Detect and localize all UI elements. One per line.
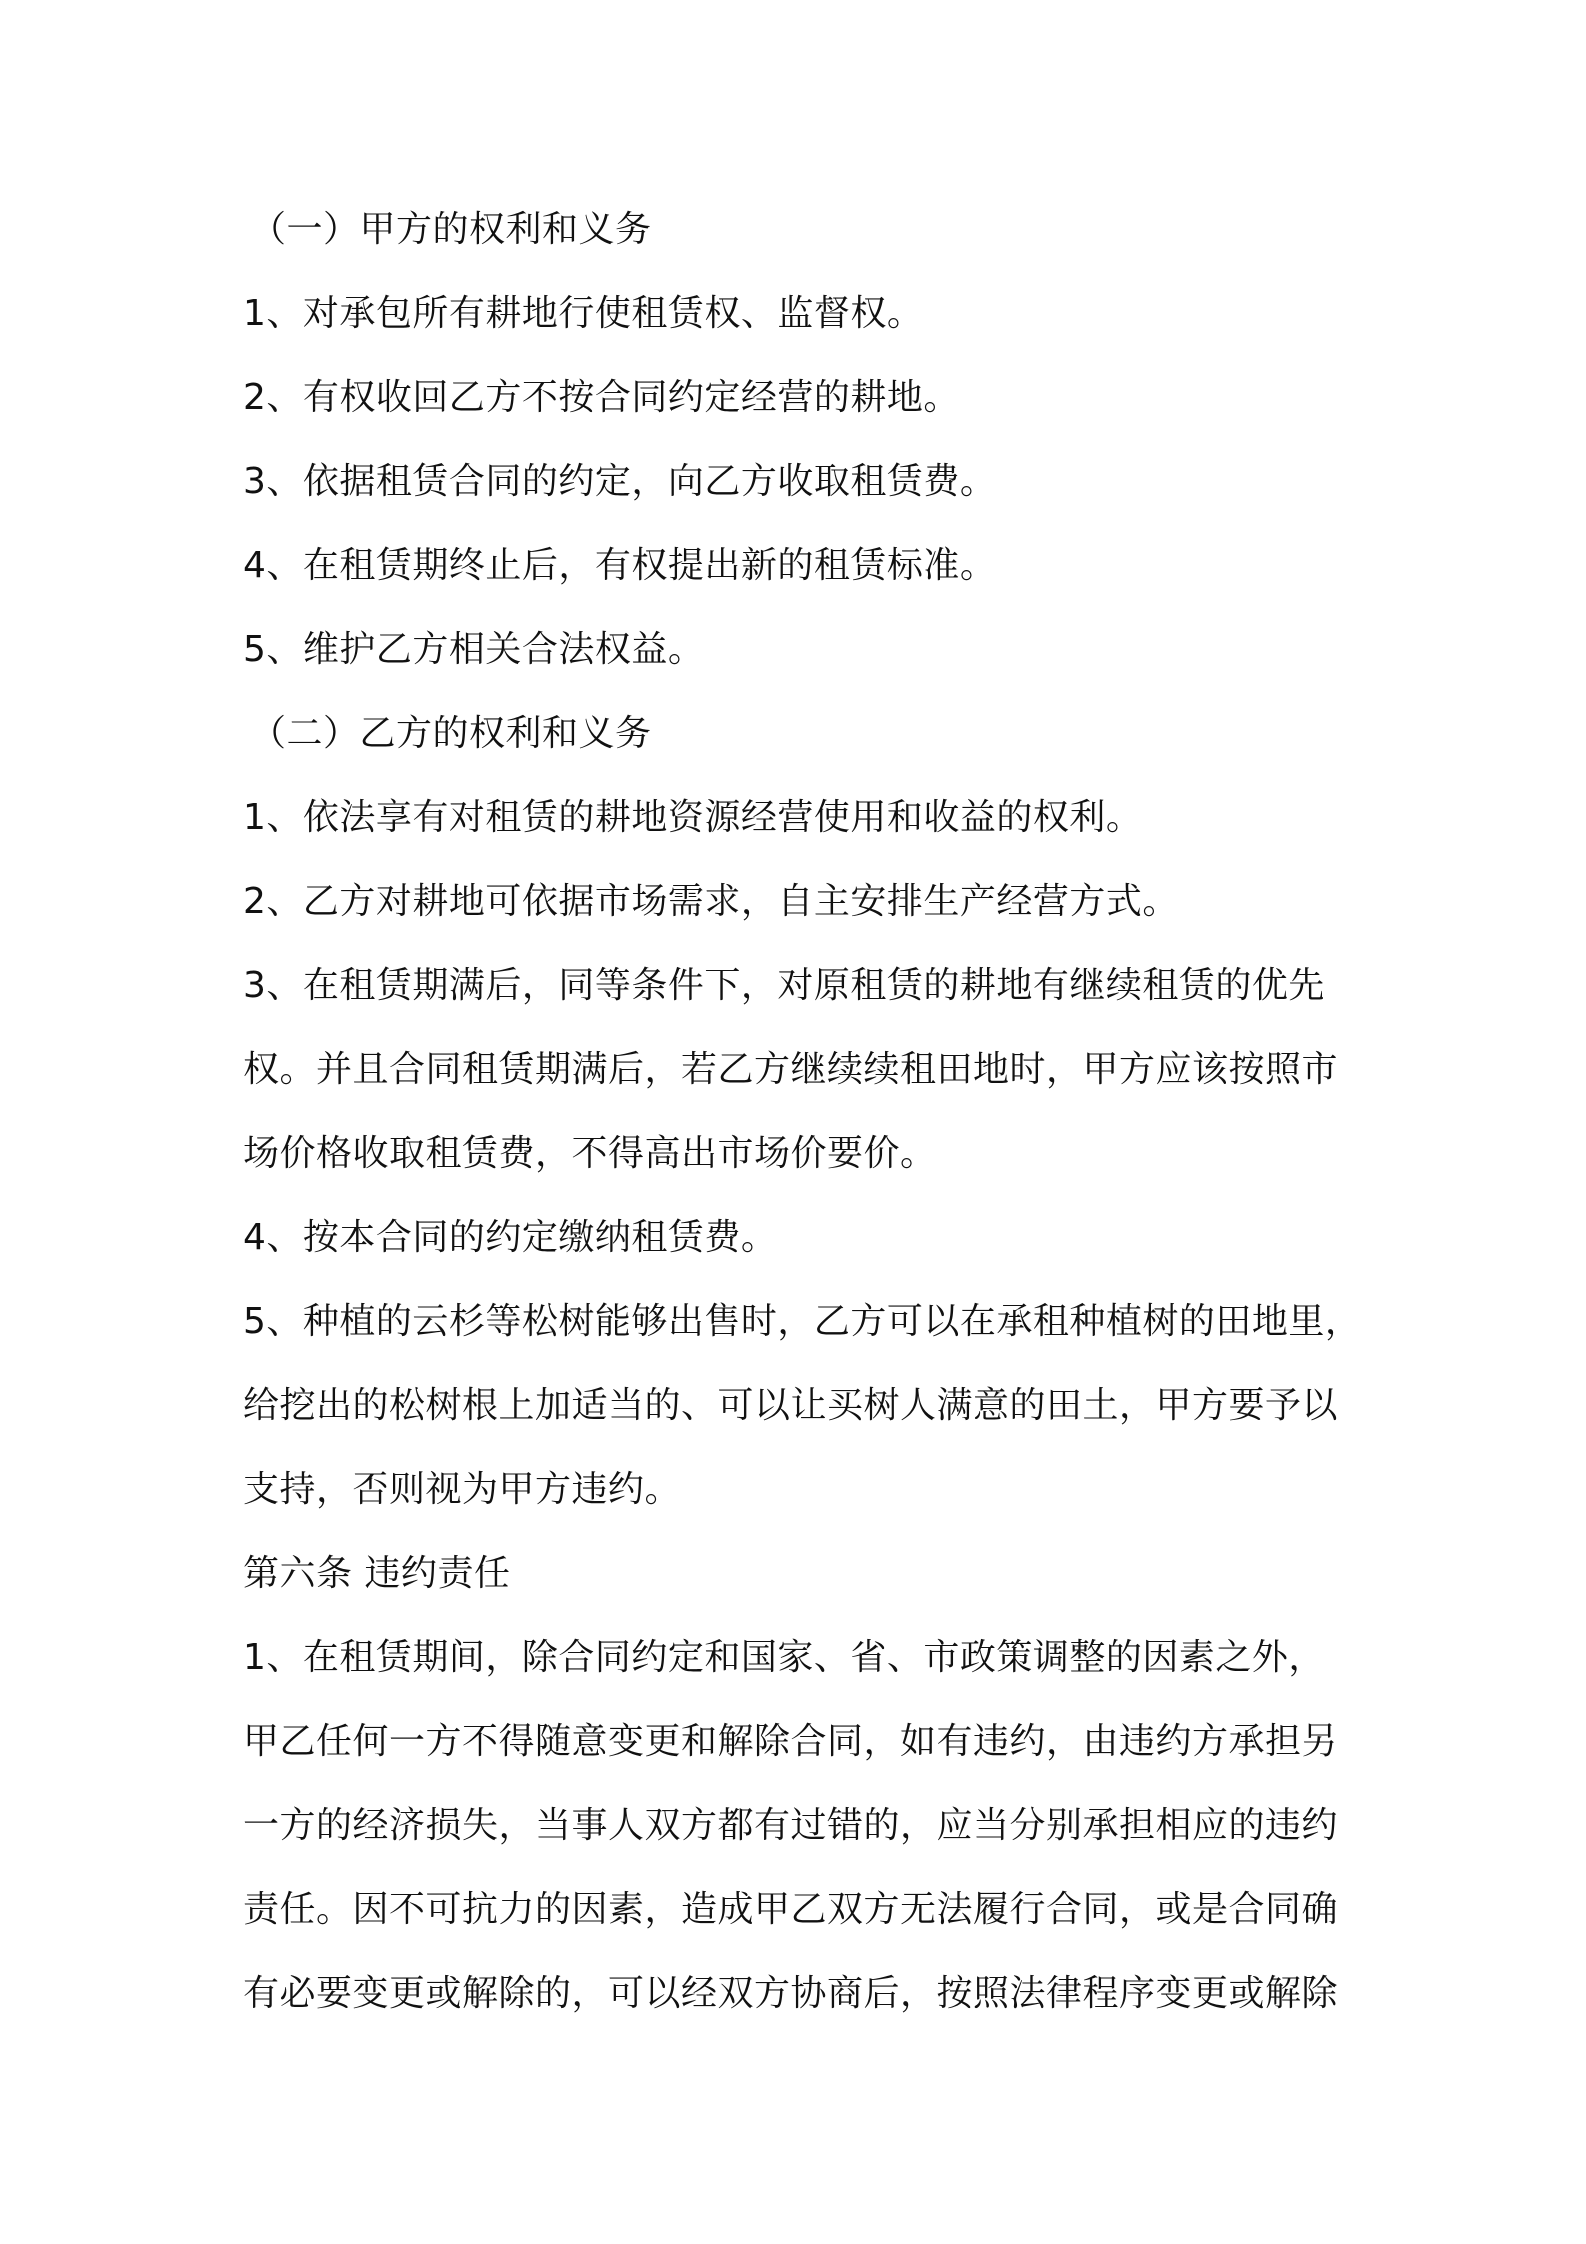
section-heading-party-b: （二）乙方的权利和义务 xyxy=(250,713,652,754)
paragraph-line: 1、依法享有对租赁的耕地资源经营使用和收益的权利。 xyxy=(243,797,1143,838)
paragraph-line: 权。并且合同租赁期满后，若乙方继续续租田地时，甲方应该按照市 xyxy=(243,1049,1339,1090)
paragraph-line: 4、按本合同的约定缴纳租赁费。 xyxy=(243,1217,778,1258)
paragraph-line: 一方的经济损失，当事人双方都有过错的，应当分别承担相应的违约 xyxy=(243,1805,1339,1846)
article-heading-breach-liability: 第六条 违约责任 xyxy=(243,1553,511,1594)
paragraph-line: 4、在租赁期终止后，有权提出新的租赁标准。 xyxy=(243,545,997,586)
section-heading-party-a: （一）甲方的权利和义务 xyxy=(250,209,652,250)
paragraph-line: 3、在租赁期满后，同等条件下，对原租赁的耕地有继续租赁的优先 xyxy=(243,965,1325,1006)
paragraph-line: 支持，否则视为甲方违约。 xyxy=(243,1469,682,1510)
paragraph-line: 有必要变更或解除的，可以经双方协商后，按照法律程序变更或解除 xyxy=(243,1973,1339,2014)
paragraph-line: 5、维护乙方相关合法权益。 xyxy=(243,629,705,670)
paragraph-line: 3、依据租赁合同的约定，向乙方收取租赁费。 xyxy=(243,461,997,502)
paragraph-line: 5、种植的云杉等松树能够出售时，乙方可以在承租种植树的田地里， xyxy=(243,1301,1362,1342)
paragraph-line: 甲乙任何一方不得随意变更和解除合同，如有违约，由违约方承担另 xyxy=(243,1721,1339,1762)
paragraph-line: 2、有权收回乙方不按合同约定经营的耕地。 xyxy=(243,377,960,418)
paragraph-line: 场价格收取租赁费，不得高出市场价要价。 xyxy=(243,1133,937,1174)
paragraph-line: 2、乙方对耕地可依据市场需求，自主安排生产经营方式。 xyxy=(243,881,1179,922)
paragraph-line: 责任。因不可抗力的因素，造成甲乙双方无法履行合同，或是合同确 xyxy=(243,1889,1339,1930)
paragraph-line: 1、对承包所有耕地行使租赁权、监督权。 xyxy=(243,293,924,334)
paragraph-line: 给挖出的松树根上加适当的、可以让买树人满意的田土，甲方要予以 xyxy=(243,1385,1339,1426)
paragraph-line: 1、在租赁期间，除合同约定和国家、省、市政策调整的因素之外， xyxy=(243,1637,1325,1678)
